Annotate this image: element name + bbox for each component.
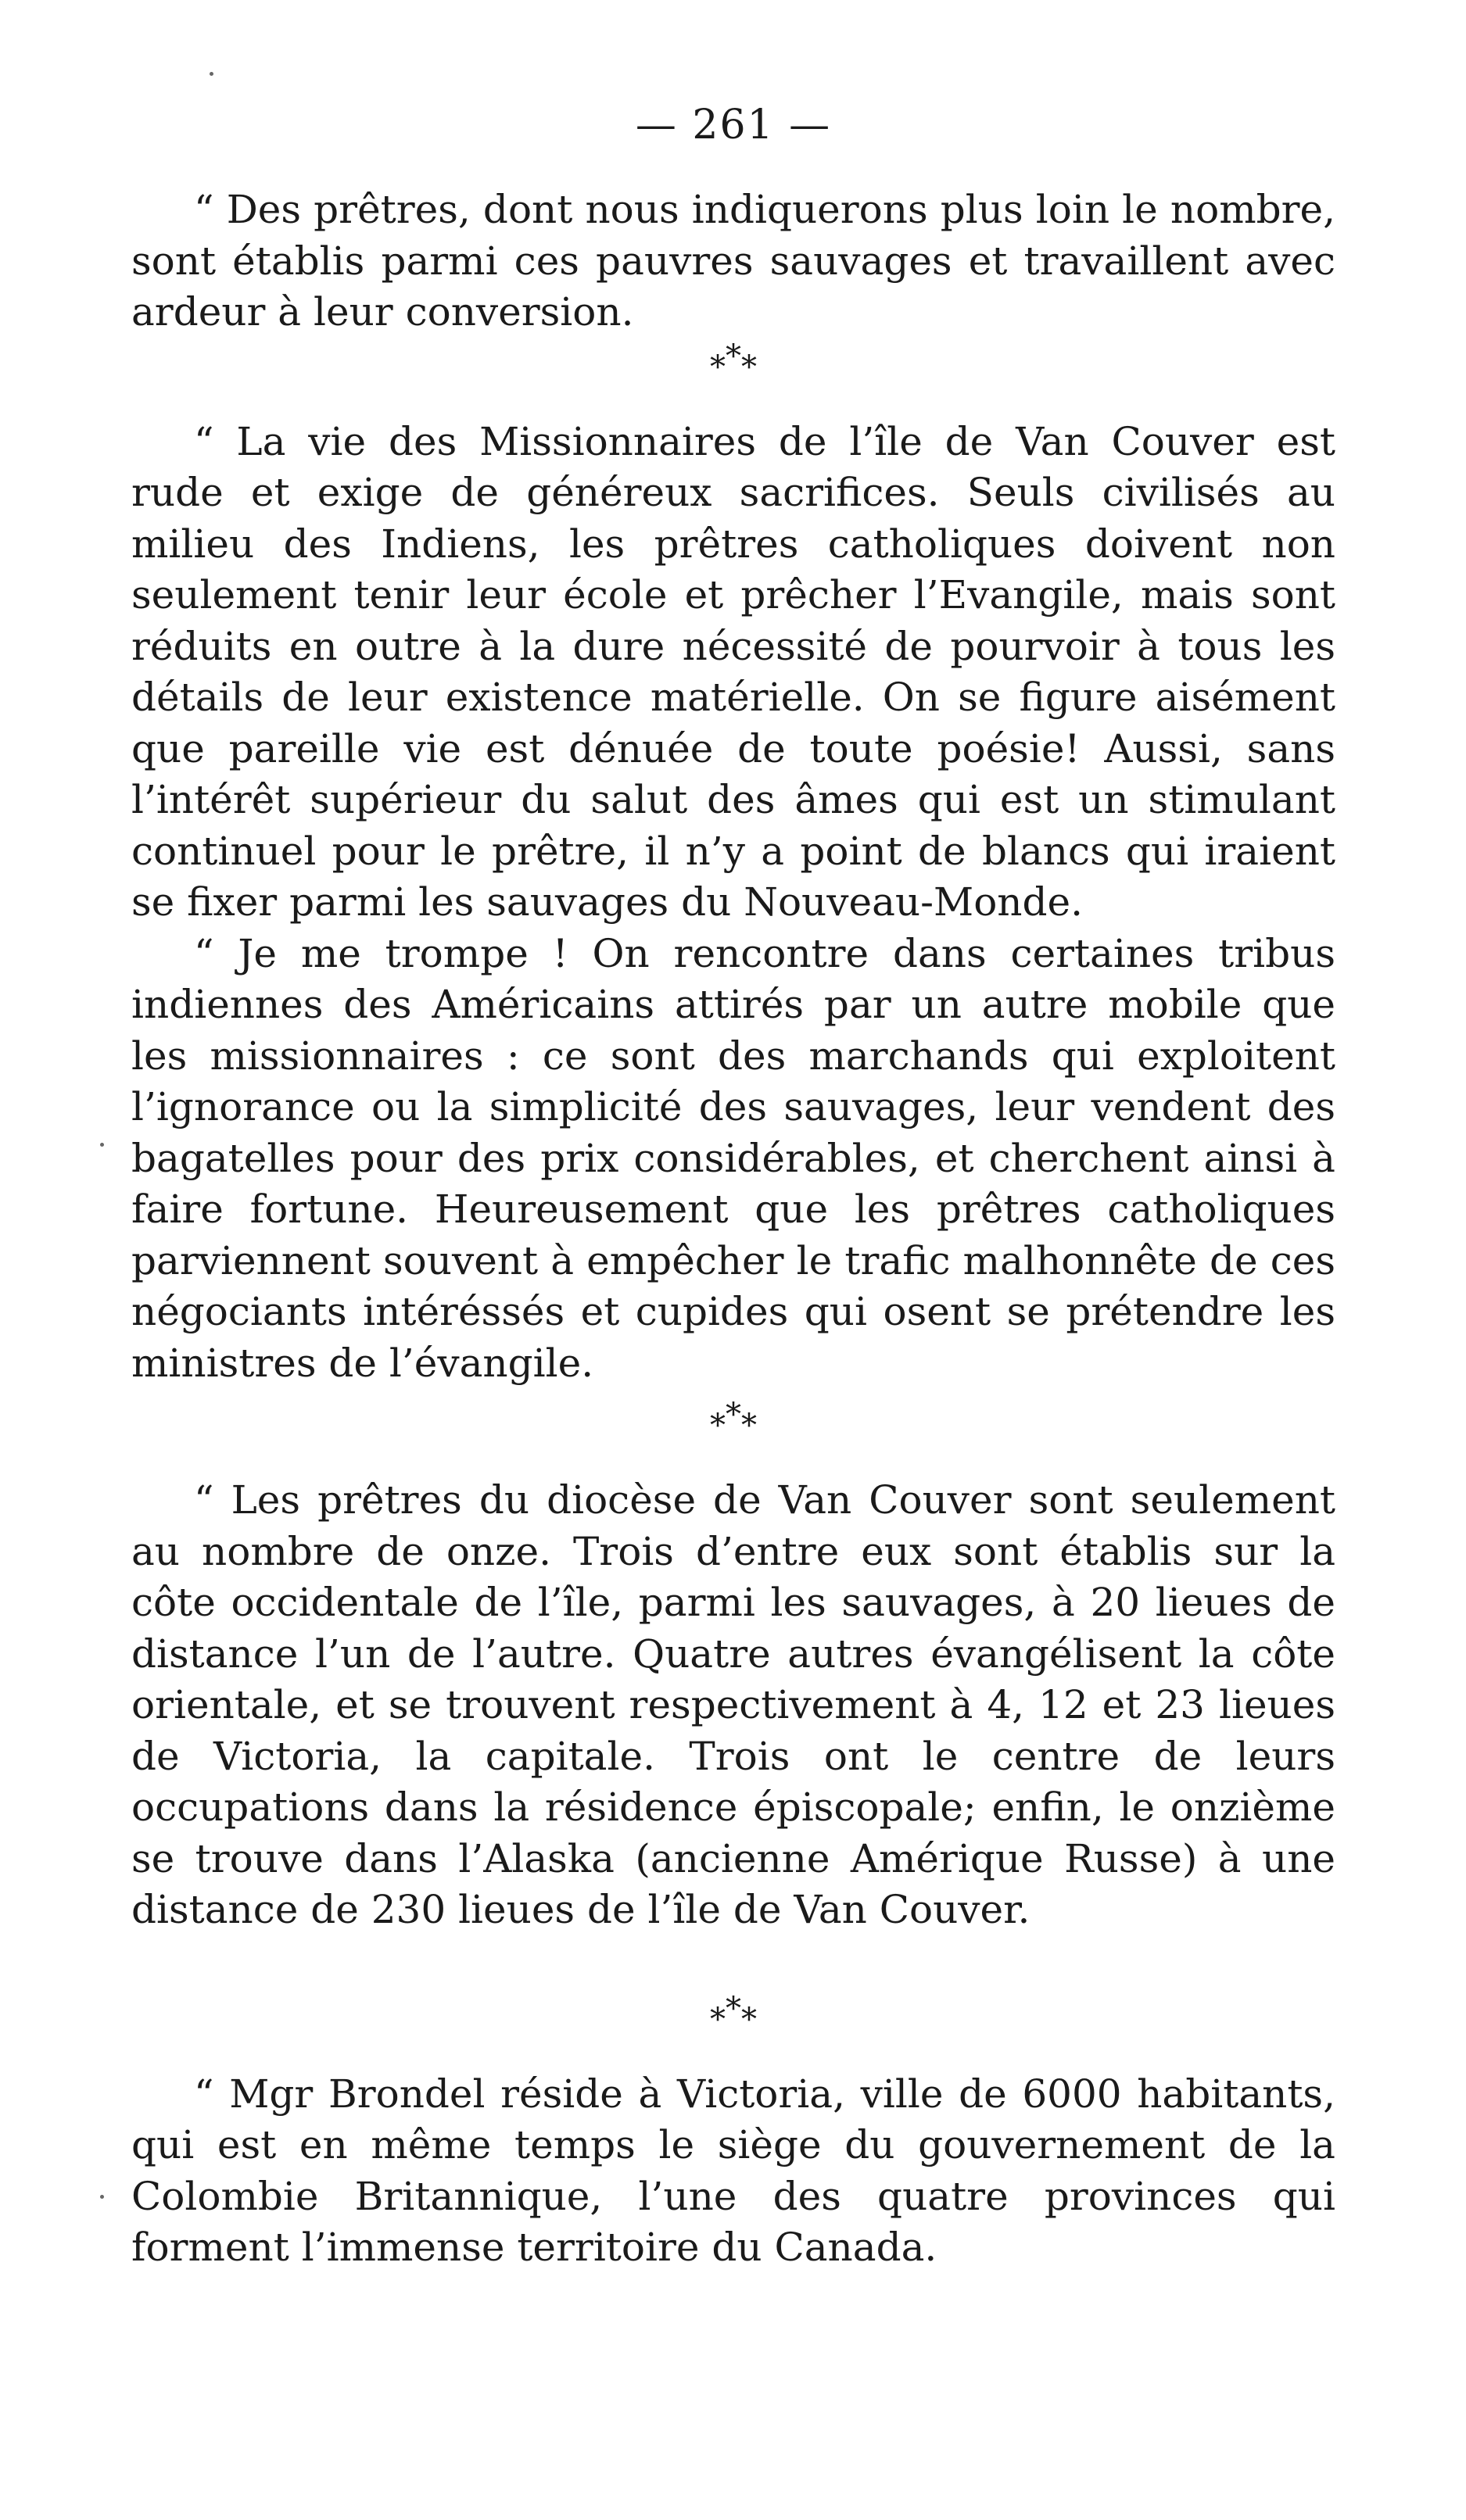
asterism-left: *: [710, 1408, 726, 1444]
stray-mark: [210, 72, 213, 76]
asterism-top: *: [726, 338, 741, 374]
page-number: — 261 —: [635, 102, 832, 149]
stray-mark: [100, 1143, 104, 1147]
asterism-left: *: [710, 2001, 726, 2038]
asterism-top: *: [726, 1397, 741, 1433]
paragraph-2: “ La vie des Missionnaires de l’île de Van Couver est rude et exige de généreux sacrifices. Seuls civilisés au milieu des Indiens, les prêtres catholiques doivent non seulement tenir leur école et prêcher l’Evangile, mais sont réduits en outre à la dure nécessité de pourvoir à tous les détails de leur existence matérielle. On se figure aisément que pareille vie est dénuée de toute poésie! Aussi, sans l’intérêt supérieur du salut des âmes qui est un stimulant continuel pour le prêtre, il n’y a point de blancs qui iraient se fixer parmi les sauvages du Nouveau-Monde.: [131, 418, 1335, 925]
paragraph-3: “ Je me trompe ! On rencontre dans certaines tribus indiennes des Américains attirés par un autre mobile que les missionnaires : ce sont des marchands qui exploitent l’ignorance ou la simplicité des sauvages, leur vendent des bagatelles pour des prix considérables, et cherchent ainsi à faire fortune. Heureusement que les prêtres catholiques parviennent souvent à empêcher le trafic malhonnête de ces négociants intéréssés et cupides qui osent se prétendre les ministres de l’évangile.: [131, 930, 1335, 1386]
section-separator: [131, 1991, 1335, 2063]
paragraph-5: “ Mgr Brondel réside à Victoria, ville de 6000 habitants, qui est en même temps le siège du gouvernement de la Colombie Britannique, l’une des quatre provinces qui forment l’immense territoire du Canada.: [131, 2071, 1335, 2270]
asterism-top: *: [726, 1990, 741, 2027]
stray-mark: [100, 2195, 104, 2199]
asterism-right: *: [741, 349, 757, 385]
paragraph-1: “ Des prêtres, dont nous indiquerons plus loin le nombre, sont établis parmi ces pauvres sauvages et travaillent avec ardeur à leur conversion.: [131, 187, 1335, 335]
section-separator: [131, 338, 1335, 410]
page-body: [131, 102, 1335, 2274]
asterism-left: *: [710, 349, 726, 385]
paragraph-4: “ Les prêtres du diocèse de Van Couver sont seulement au nombre de onze. Trois d’entre eux sont établis sur la côte occidentale de l’île, parmi les sauvages, à 20 lieues de distance l’un de l’autre. Quatre autres évangélisent la côte orientale, et se trouvent respectivement à 4, 12 et 23 lieues de Victoria, la capitale. Trois ont le centre de leurs occupations dans la résidence épiscopale; enfin, le onzième se trouve dans l’Alaska (ancienne Amérique Russe) à une distance de 230 lieues de l’île de Van Couver.: [131, 1477, 1335, 1932]
asterism-right: *: [741, 1408, 757, 1444]
asterism-right: *: [741, 2001, 757, 2038]
section-separator: [131, 1397, 1335, 1469]
